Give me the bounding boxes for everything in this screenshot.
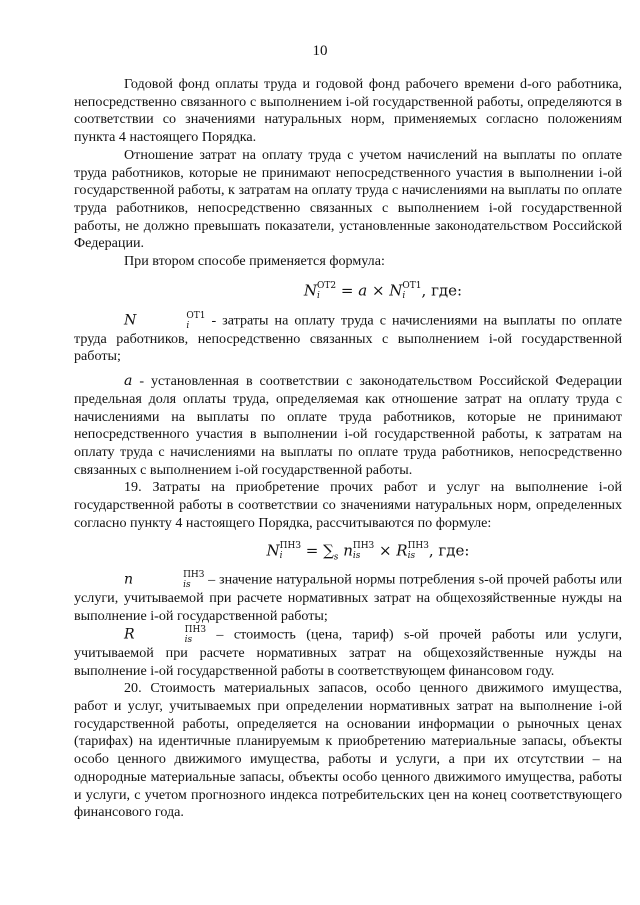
paragraph-item-20: 20. Стоимость материальных запасов, особо ценного движимого имущества, работ и услуг, учитываемых при определении нормативных затрат на выполнение i-ой государственной работы, определяется на основании информации о рыночных ценах (тарифах) на идентичные планируемым к приобретению материальные запасы, объекты особо ценного движимого имущества, работы и услуги, а при их отсутствии – на однородные материальные запасы, объекты особо ценного движимого имущества, работы и услуги, с учетом прогнозного индекса потребительских цен на конец соответствующего финансового года.: [74, 680, 622, 821]
paragraph-second-method: При втором способе применяется формула:: [124, 253, 385, 270]
formula-other-works-services: N ПНЗ i = $\sum_s$ n ПНЗ is × R ПНЗ is , где:: [266, 541, 470, 563]
definition-a: a - установленная в соответствии с законодательством Российской Федерации предельная доля оплаты труда, определяемая как отношение затрат на оплату труда с начислениями на выплаты по оплате труда работников, которые не принимают непосредственного участия в выполнении i-ой государственной работы, к затратам на оплату труда с начислениями на выплаты по оплате труда работников, непосредственно связанных с выполнением i-ой государственной работы.: [74, 373, 622, 478]
paragraph-annual-payroll: Годовой фонд оплаты труда и годовой фонд рабочего времени d-ого работника, непосредственно связанного с выполнением i-ой государственной работы, определяются в соответствии со значениями натуральных норм, применяемых согласно положениям пункта 4 настоящего Порядка.: [74, 76, 622, 146]
page-number: 10: [312, 43, 328, 59]
definition-n-ot1: N ОТ1 i - затраты на оплату труда с начислениями на выплаты по оплате труда работников, непосредственно связанных с выполнением i-ой государственной работы;: [74, 310, 622, 365]
formula-labor-cost-second-method: N ОТ2 i = a × N ОТ1 i , где:: [303, 280, 463, 301]
definition-n-pnz: n ПНЗ is – значение натуральной нормы потребления s-ой прочей работы или услуги, учитываемой при расчете нормативных затрат на общехозяйственные нужды на выполнение i-ой государственной работы;: [74, 570, 622, 625]
document-body: [74, 76, 622, 822]
definition-r-pnz: R ПНЗ is – стоимость (цена, тариф) s-ой прочей работы или услуги, учитываемой при расчете нормативных затрат на общехозяйственные нужды на выполнение i-ой государственной работы в соответствующем финансовом году.: [74, 624, 622, 679]
paragraph-cost-ratio: Отношение затрат на оплату труда с учетом начислений на выплаты по оплате труда работников, которые не принимают непосредственного участия в выполнении i-ой государственной работы, к затратам на оплату труда с начислениями на выплаты по оплате труда работников, непосредственно связанных с выполнением i-ой государственной работы, не должно превышать показатели, установленные законодательством Российской Федерации.: [74, 146, 622, 252]
paragraph-item-19: 19. Затраты на приобретение прочих работ и услуг на выполнение i-ой государственной работы в соответствии со значениями натуральных норм, определенных согласно пункту 4 настоящего Порядка, рассчитываются по формуле:: [74, 479, 622, 531]
